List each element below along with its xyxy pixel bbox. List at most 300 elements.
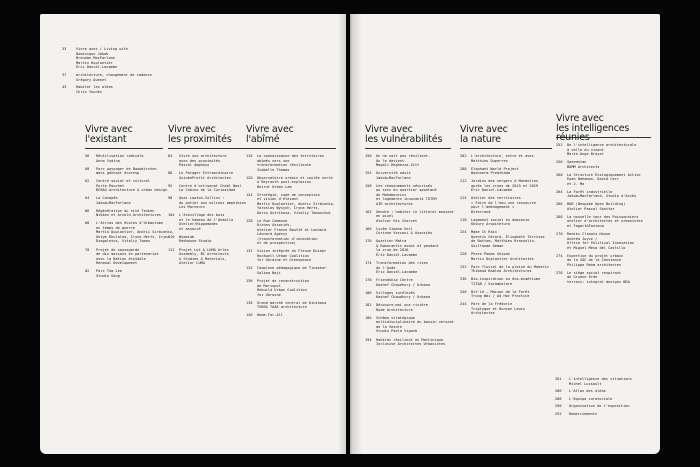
entry-line: à celle du vivant <box>567 147 604 152</box>
page-number: 290 <box>555 404 562 409</box>
section-vulnerabilites <box>365 124 454 350</box>
page-number: 292 <box>555 411 562 416</box>
toc-entry <box>168 171 246 180</box>
section-rule <box>85 148 163 149</box>
entry-line: transformation résiliente <box>257 163 312 167</box>
page-number: 140 <box>246 313 253 318</box>
entry-line: Yaroslav Wysych, Iryna Herts, <box>257 206 320 211</box>
entry-text <box>179 235 246 244</box>
entry-text <box>96 209 163 218</box>
page-number: 82 <box>85 269 90 274</box>
entry-line: de Bottom, Matthieu Brasselin, <box>471 239 536 244</box>
entry-line: Stratégie, code de conception <box>257 192 320 197</box>
toc-entry <box>85 269 163 278</box>
entry-text <box>567 254 651 268</box>
entry-line: Thibaud Babled Architectures <box>471 269 532 274</box>
entry-line: AIR architectures <box>376 201 413 206</box>
page-number: 68 <box>85 221 90 226</box>
entry-line: L'Atlas des aléas <box>569 389 606 394</box>
page-number: 274 <box>556 253 563 258</box>
entry-line: avec la Nation étoïdale <box>96 256 146 261</box>
entry-line: Éric Daniel-Lacombe <box>376 270 418 275</box>
entry-line: Parc fluvial de la plaine du Mahariv <box>471 264 549 269</box>
entry-line: de Mariupol <box>257 283 281 288</box>
entry-line: abîmés vers une <box>257 158 290 163</box>
entry-text <box>179 248 246 266</box>
section-rule <box>460 148 552 149</box>
entry-line: Découvre-moi une rivière <box>376 303 428 308</box>
entry-line: Projet de reconstruction <box>257 279 309 284</box>
section-abime <box>246 125 336 321</box>
entry-line: Éric Daniel-Lacombe <box>471 188 513 193</box>
list-entry <box>62 85 152 94</box>
entry-text <box>179 184 246 193</box>
page-number: 281 <box>555 377 562 381</box>
entry-line: de Mahabourini <box>376 192 407 197</box>
entry-line: Projet Lot & LUMA Arles <box>179 247 229 252</box>
page-number: 232 <box>460 264 467 269</box>
entry-line: BOMM Architects <box>567 164 600 169</box>
entry-line: Pascal Amphoux <box>179 163 210 167</box>
toc-entry <box>168 213 246 231</box>
page-number: 124 <box>246 192 253 197</box>
toc-entry <box>246 313 336 318</box>
entry-line: L'intelligence des situations <box>569 377 632 381</box>
entry-line: Renewal Development <box>96 261 138 266</box>
entry-line: On ne naît pas résilient. <box>376 154 431 158</box>
entry-line: Studio Gang <box>96 273 120 278</box>
entry-line: Lycée Simone-Veil <box>376 226 413 231</box>
toc-entry <box>556 232 651 250</box>
toc-entry <box>85 154 163 163</box>
entry-text <box>179 213 246 231</box>
entry-line: Inclusive Architectes Urbanistes <box>376 342 446 347</box>
entry-line: Wyomiab <box>179 234 195 239</box>
toc-entry <box>556 190 651 199</box>
entry-line: de Gruene Erde <box>567 275 598 280</box>
entry-line: au sein du quartier spontané <box>376 188 437 193</box>
page-number: 158 <box>365 183 372 188</box>
entry-text <box>257 301 336 310</box>
entry-line: Assembly, BC Architects <box>179 252 229 257</box>
entry-line: Éric Daniel-Lacombe <box>376 252 418 257</box>
entry-text <box>257 266 336 275</box>
page-number: 236 <box>460 277 467 282</box>
entry-line: Le siège social respirant <box>567 270 622 275</box>
entry-line: Brendan MacFarlane <box>76 56 115 61</box>
toc-entry <box>556 254 651 268</box>
back-matter-list <box>555 377 632 420</box>
entry-line: Ostym Khulalea, Iryna Herts, Iryna <box>96 234 170 239</box>
entry-text <box>376 316 454 334</box>
entry-line: Martin Duplantier, Andrii Sirbienko, <box>96 230 174 235</box>
toc-entry <box>246 219 336 246</box>
toc-entry <box>460 196 552 214</box>
section-intelligences <box>556 114 651 288</box>
entry-line: Riches Associés, <box>257 223 292 228</box>
section-nature <box>460 125 552 320</box>
entry-text <box>257 193 336 216</box>
entry-line: Organisation de l'exposition <box>569 404 630 409</box>
entry-text <box>376 210 454 224</box>
page-number: 278 <box>556 270 563 275</box>
entry-text <box>569 397 612 402</box>
entry-text <box>257 219 336 246</box>
entry-line: Université oasis <box>376 171 411 176</box>
entry-line: La nouvelle tour des Poissonniers <box>567 214 639 219</box>
front-matter-list <box>62 47 152 97</box>
entry-line: BCBAG architecture & urban design <box>96 188 168 193</box>
toc-entry <box>460 277 552 286</box>
entry-text <box>569 412 597 417</box>
entry-text <box>376 278 451 287</box>
toc-entry <box>365 184 451 207</box>
toc-entry <box>365 239 451 257</box>
entry-line: Martin Duplantier Architectes <box>471 256 534 261</box>
entry-text <box>376 227 451 236</box>
page-number: 264 <box>556 189 563 194</box>
entry-line: Home-For-All <box>257 313 283 318</box>
toc-entry <box>246 249 336 263</box>
entry-line: Phare Pomas Seipas <box>471 252 510 257</box>
entry-line: Bio-inspiration ou éco-mimétisme <box>471 277 541 282</box>
page-number: 208 <box>460 166 467 171</box>
entry-line: Studio Paola Viganò <box>376 329 418 334</box>
toc-entry <box>168 235 246 244</box>
entry-text <box>96 196 163 205</box>
toc-entry <box>460 218 552 227</box>
toc-entry <box>246 301 336 310</box>
entry-line: L'architecture, entre et avec <box>471 154 534 158</box>
entry-line: et le hameau de l'Andalla <box>179 217 234 222</box>
entry-line: Rockwell Urban Coalition <box>257 253 309 258</box>
entry-line: Isabelle Thomas <box>257 167 290 172</box>
toc-entry <box>460 167 552 176</box>
entry-line: Guillaume Oeman <box>471 243 504 248</box>
entry-text <box>179 171 246 180</box>
entry-line: Transformation des rives <box>376 261 428 266</box>
entry-line: de l'Aude <box>376 265 396 270</box>
list-entry <box>555 389 632 394</box>
entry-line: Atelier LUMA <box>179 261 205 266</box>
page-number: 162 <box>365 209 372 214</box>
entry-line: Marie-Ange Brayer <box>567 152 604 156</box>
page-number: 43 <box>62 85 67 90</box>
entry-line: à Beyrouth post-explosion <box>257 180 312 185</box>
entry-line: après les crues de 2015 et 2019 <box>471 183 539 188</box>
entry-text <box>471 265 552 274</box>
entry-line: La Cabine de la Curiosidad <box>179 188 236 193</box>
page-number: 218 <box>460 217 467 222</box>
toc-entry <box>460 290 552 299</box>
entry-line: Quai Lawton-Collins : <box>179 196 225 201</box>
page-number: 182 <box>365 303 372 308</box>
entry-line: Chris Younès <box>76 89 102 94</box>
entry-text <box>471 167 552 176</box>
page-number: 70 <box>85 247 90 252</box>
entry-line: Atelier His Charvet <box>376 218 418 223</box>
entry-line: Friendship Centre <box>376 278 413 283</box>
list-entry <box>555 377 632 386</box>
entry-text <box>76 47 128 70</box>
entry-text <box>567 173 651 187</box>
toc-entry <box>556 271 651 285</box>
entry-line: Grand marché central de Kinshasa <box>257 300 327 305</box>
entry-line: terrain: integral designs BDA <box>567 279 630 284</box>
page-number: 252 <box>556 143 563 147</box>
entry-line: Anna Yudina <box>96 158 120 163</box>
entry-line: Elephant World Project <box>471 166 519 171</box>
page-number: 180 <box>365 290 372 295</box>
entry-line: Parc paysager de Baumkirchen <box>96 166 157 171</box>
entry-line: & Studies & Materials, <box>179 256 227 261</box>
entry-text <box>471 154 552 163</box>
page-number: 244 <box>460 302 467 307</box>
entry-text <box>76 73 152 82</box>
toc-entry <box>460 302 552 316</box>
entry-line: mais gâchant écoresp <box>96 171 140 176</box>
entry-line: Régénération du site Tenken <box>96 208 155 213</box>
entry-text <box>471 277 552 286</box>
entry-line: Observatoire urbain et coulée verte <box>257 175 333 180</box>
page-number: 60 <box>85 166 90 171</box>
entry-line: et J. Ma <box>567 181 585 186</box>
entry-text <box>569 377 632 386</box>
section-title: Vivre avec la nature <box>460 124 508 145</box>
toc-entry <box>365 227 451 236</box>
page-number: 240 <box>460 289 467 294</box>
entry-text <box>376 184 451 207</box>
page-number: 268 <box>556 214 563 219</box>
page-number: 138 <box>246 300 253 305</box>
entry-text <box>376 171 451 180</box>
page-number: 84 <box>168 154 173 158</box>
entry-line: en temps de guerre <box>96 225 135 230</box>
entry-line: Atelier Pascal Sonttar <box>567 206 615 211</box>
entry-line: atelier d'architectes et urbanistes <box>567 219 643 224</box>
page-number: 228 <box>460 252 467 257</box>
entry-line: Remerciements <box>569 411 598 416</box>
page-number: 174 <box>365 261 372 266</box>
toc-entry <box>85 196 163 205</box>
entry-line: et de prospective) <box>257 241 296 246</box>
toc-entry <box>168 196 246 210</box>
entry-line: Khoury Arquitetura <box>471 222 510 227</box>
entry-line: Kashef Chowdhury / Urbana <box>376 295 431 300</box>
entry-line: Redhouse Studio <box>179 239 212 244</box>
entry-line: La Forêt industrielle <box>567 189 613 194</box>
entry-line: Atelier des territoires <box>471 196 521 201</box>
toc-entry <box>556 160 651 169</box>
entry-text <box>376 154 451 168</box>
entry-line: Jakob+MacFarlane, Studio d'Accès <box>567 194 637 199</box>
entry-line: Martin Duplantier, Andrii Sirbienko, <box>257 201 335 206</box>
page-number: 98 <box>168 196 173 201</box>
page-number: 224 <box>460 230 467 235</box>
entry-line: et Fagart&Fontana <box>567 223 604 228</box>
entry-line: Atelier Franck Boutté et Leonard <box>257 227 327 232</box>
entry-line: Éric Daniel-Lacombe <box>76 65 118 70</box>
entry-text <box>567 143 651 157</box>
entry-text <box>257 176 336 190</box>
section-title: Vivre avec l'abîmé <box>246 124 294 145</box>
page-number: 88 <box>168 171 173 176</box>
page-number: 128 <box>246 218 253 223</box>
entry-line: du potier aux milieux amphibies <box>179 200 247 205</box>
entry-line: Kashef Chowdhury / Urbana <box>376 282 431 287</box>
entry-line: De l'intelligence architecturale <box>567 143 637 147</box>
page-number: 154 <box>365 171 372 176</box>
entry-line: GuinéeProfit Architectes <box>179 175 231 180</box>
entry-line: Habiter les aléas <box>76 85 113 90</box>
entry-line: & Romorantin avant et pendant <box>376 243 439 248</box>
entry-line: Daria Ostrikova, Vitaliy Tomaschuk <box>257 210 331 215</box>
toc-entry <box>365 291 451 300</box>
entry-text <box>96 154 163 163</box>
list-entry <box>62 47 152 70</box>
section-title: Vivre avec les intelligences réunies <box>556 113 630 143</box>
toc-entry <box>460 230 552 248</box>
entry-text <box>471 290 552 299</box>
entry-line: Triptyque et Duncan Lewis <box>471 306 526 311</box>
toc-entry <box>85 209 163 218</box>
entry-text <box>567 190 651 199</box>
toc-entry <box>460 154 552 163</box>
page-number: 116 <box>246 154 253 158</box>
entry-line: Centre social et culturel <box>96 179 151 184</box>
entry-text <box>471 252 552 261</box>
entry-text <box>96 248 163 266</box>
entry-text <box>96 167 163 176</box>
entry-line: Quartier Matra <box>376 239 407 244</box>
entry-line: et logements innovants TOTEM <box>376 197 437 202</box>
entry-text <box>179 196 246 210</box>
toc-entry <box>168 154 246 168</box>
toc-entry <box>246 154 336 172</box>
entry-line: et vision d'élevant <box>257 197 299 202</box>
list-entry <box>555 412 632 417</box>
entry-text <box>376 261 451 275</box>
entry-line: Logement social en Amazonie <box>471 217 530 222</box>
entry-line: Dominique Jakob <box>76 51 109 56</box>
section-rule <box>365 148 451 149</box>
entry-line: avec des proximités <box>179 158 221 163</box>
entry-text <box>567 202 651 211</box>
page-number: 112 <box>168 247 175 252</box>
toc-entry <box>365 261 451 275</box>
entry-line: for Ukraine et Greenpeace <box>257 258 312 263</box>
entry-text <box>471 302 552 316</box>
page-number: 110 <box>168 234 175 239</box>
entry-line: Habitat résilient en Martinique <box>376 337 444 342</box>
entry-line: Complexe pédagogique de Tinaskar <box>257 266 327 271</box>
entry-text <box>179 154 246 168</box>
entry-line: TVBSK TAAK architecture <box>257 305 307 310</box>
toc-entry <box>365 154 451 168</box>
entry-text <box>96 179 167 193</box>
page-number: 286 <box>555 389 562 394</box>
entry-line: la crue de 2016 <box>376 248 409 253</box>
page-number: 33 <box>62 47 67 51</box>
toc-entry <box>246 176 336 190</box>
toc-entry <box>556 202 651 211</box>
entry-line: Dzogoletus, Vitaliy Tomos <box>96 239 151 244</box>
entry-line: Ewan Bahamon, David Carr <box>567 177 619 182</box>
entry-line: Parc Tom Lee <box>96 269 122 274</box>
entry-line: Architectes <box>471 311 495 316</box>
entry-line: L'équipe curatoriale <box>569 396 613 401</box>
entry-line: La Structure Écologiquement Active <box>567 172 641 177</box>
list-entry <box>62 73 152 82</box>
toc-entry <box>365 338 451 347</box>
entry-text <box>257 313 336 318</box>
page-number: 178 <box>365 278 372 283</box>
entry-text <box>76 85 113 94</box>
page-number: 170 <box>365 239 372 244</box>
page-number: 120 <box>246 175 253 180</box>
entry-line: L'écovillage des bois <box>179 213 225 218</box>
toc-entry <box>556 173 651 187</box>
entry-line: Les cheminements sécurisés <box>376 183 433 188</box>
entry-line: Expertise du projet urbain <box>567 253 624 258</box>
page-number: 256 <box>556 160 563 165</box>
toc-entry <box>246 266 336 275</box>
list-entry <box>555 397 632 402</box>
entry-line: Les Marneurs <box>179 205 205 210</box>
entry-line: BOB (Bespoke Open Building) <box>567 202 626 207</box>
page-number: 270 <box>556 232 563 237</box>
entry-line: (transformation d'innovation <box>257 236 318 241</box>
entry-line: On le devient. <box>376 158 407 163</box>
page-number: 202 <box>460 154 467 158</box>
entry-line: Gendre : habiter le littoral mouvant <box>376 209 454 214</box>
entry-line: Le Potager Extraordinaire <box>179 171 234 176</box>
toc-entry <box>246 279 336 297</box>
toc-entry <box>460 265 552 274</box>
right-page <box>350 14 660 454</box>
page-number: 214 <box>460 196 467 201</box>
toc-entry <box>168 248 246 266</box>
entry-line: Léonard Agency <box>257 232 288 237</box>
entry-line: Martin Duplantier <box>76 60 113 65</box>
entry-line: La Canopée <box>96 196 118 201</box>
entry-line: Jardins des vergers à Mandelieu <box>471 179 539 184</box>
entry-text <box>471 230 552 248</box>
entry-text <box>376 338 451 347</box>
entry-line: et Miguel Mesa del Castillo <box>567 245 626 250</box>
toc-entry <box>85 248 163 266</box>
entry-text <box>567 160 651 169</box>
entry-line: Matthieu Duperrex <box>471 158 508 163</box>
page-number: 104 <box>168 213 175 218</box>
page-number: 132 <box>246 249 253 254</box>
entry-line: et associé <box>179 226 201 231</box>
toc-entry <box>365 171 451 180</box>
entry-line: Vivre une architecture <box>179 154 227 158</box>
entry-line: de la ZAC de la Constance <box>567 258 622 263</box>
toc-entry <box>365 278 451 287</box>
entry-line: Rude Architecture <box>376 307 413 312</box>
entry-line: Parc de la Frédorie <box>471 302 513 307</box>
entry-line: Grégory Quenet <box>76 77 107 82</box>
entry-line: Vivre avec / Living with <box>76 47 128 51</box>
entry-line: Michel Lussault <box>569 381 602 386</box>
entry-text <box>567 271 651 285</box>
entry-line: Biterrand <box>471 209 491 214</box>
entry-line: Projet de sauvegarde <box>96 247 140 252</box>
toc-entry <box>460 179 552 193</box>
entry-line: Beirut Urban Lab <box>257 184 292 189</box>
